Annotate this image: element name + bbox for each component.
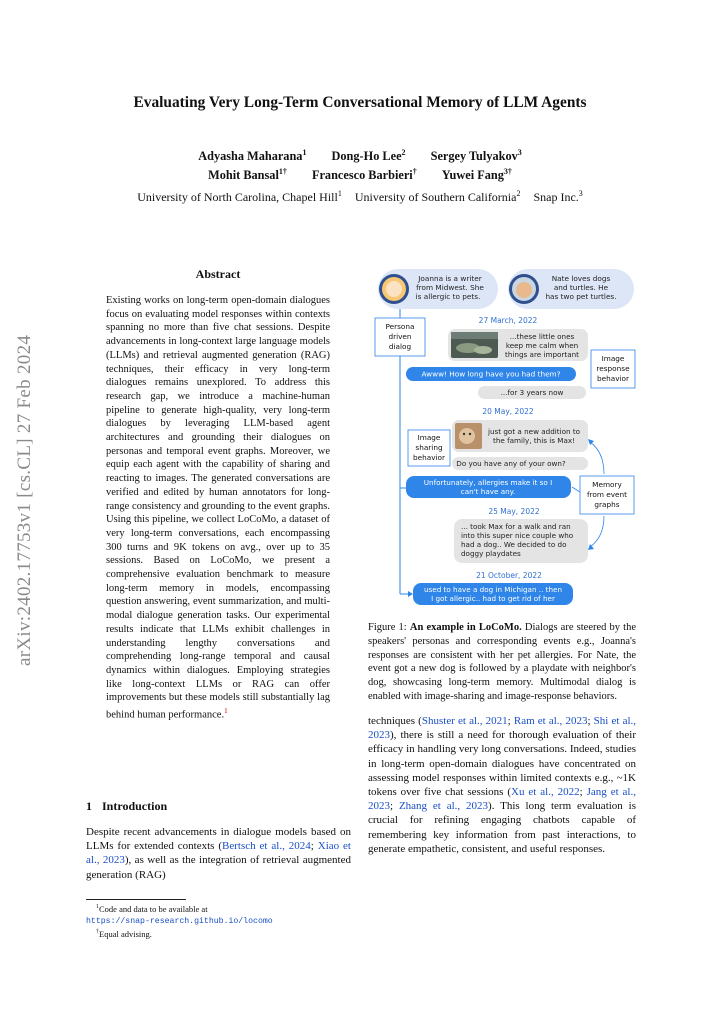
svg-text:just got a new addition to: just got a new addition to [487,427,581,436]
citation-link[interactable]: Zhang et al., 2023 [398,800,489,813]
author: Adyasha Maharana$^1$ [198,148,307,164]
persona-joanna-text-1: Joanna is a writer [418,274,482,283]
svg-text:driven: driven [388,332,412,341]
persona-joanna-text-2: from Midwest. She [416,283,484,292]
author-row-1 [60,145,660,164]
intro-paragraph: Despite recent advancements in dialogue models based on LLMs for extended contexts (Bertsch et al., 2024; Xiao et al., 2023), as well as the integration of retrieval augmented generation (RAG) [86,826,351,881]
svg-text:from event: from event [586,490,628,499]
persona-nate-text-1: Nate loves dogs [551,274,611,283]
author: Mohit Bansal$^{1\dagger}$ [208,167,287,183]
arxiv-identifier: arXiv:2402.17753v1 [cs.CL] 27 Feb 2024 [14,334,35,666]
affiliations [60,189,660,205]
abstract-body: Existing works on long-term open-domain dialogues focus on evaluating model responses within contexts spanning no more than five chat sessions. Despite advancements in long-context large language models (LLMs) and retrieval augmented generation (RAG) techniques, their efficacy in very long-term dialogues remains unexplored. To address this research gap, we introduce a machine-human pipeline to generate high-quality, very long-term dialogues by leveraging LLM-based agent architectures and grounding their dialogues on personas and temporal event graphs. Moreover, we equip each agent with the capability of sharing and reacting to images. The generated conversations are verified and edited by human annotators for long-range consistency and grounding to the event graphs. Using this pipeline, we collect LoCoMo, a dataset of very long-term conversations, each encompassing 300 turns and 9K tokens on avg., over up to 35 sessions. Based on LoCoMo, we present a comprehensive evaluation benchmark to measure long-term memory in models, encompassing question answering, event summarization, and multi-modal dialogue generation tasks. Our experimental results indicate that LLMs exhibit challenges in understanding lengthy conversations and comprehending long-range temporal and causal dynamics within dialogues. Employing strategies like long-context LLMs or RAG can offer improvements but these models still substantially lag behind human performance.$^1$ [106,295,330,721]
svg-text:Awww! How long have you had th: Awww! How long have you had them? [421,369,561,379]
svg-text:Image: Image [417,433,441,442]
svg-text:can't have any.: can't have any. [460,487,516,496]
author: Sergey Tulyakov$^3$ [430,148,522,164]
footnote-mark[interactable]: 1 [224,707,228,716]
affiliation: Snap Inc.$^3$ [533,189,583,204]
author-row-2 [60,164,660,183]
footnote: †Equal advising. [96,929,152,940]
svg-text:Memory: Memory [592,480,622,489]
svg-text:graphs: graphs [594,500,620,509]
affiliation: University of North Carolina, Chapel Hill$^1$ [137,189,342,204]
session-date: 21 October, 2022 [476,571,542,580]
svg-text:Do you have any of your own?: Do you have any of your own? [456,459,566,468]
citation-link[interactable]: Shi et al., 2023 [368,715,637,742]
svg-text:I got allergic.. had to get ri: I got allergic.. had to get rid of her [431,594,555,603]
author: Francesco Barbieri† [311,167,417,183]
svg-text:things are important: things are important [505,350,579,359]
footnote-url[interactable]: https://snap-research.github.io/locomo [86,917,273,927]
session-date: 27 March, 2022 [478,316,538,325]
citation-link[interactable]: Bertsch et al., 2024 [222,840,311,853]
svg-text:... took Max for a walk and ra: ... took Max for a walk and ran [461,522,571,531]
footnote: $^1$Code and data to be available at [96,903,208,914]
svg-text:into this super nice couple wh: into this super nice couple who [461,531,574,540]
svg-text:sharing: sharing [415,443,443,452]
session-date: 20 May, 2022 [482,407,534,416]
svg-text:Unfortunately, allergies make: Unfortunately, allergies make it so I [423,478,553,487]
svg-text:behavior: behavior [412,453,446,462]
persona-nate-text-2: and turtles. He [553,283,609,292]
svg-text:Persona: Persona [385,322,415,331]
footnote-divider [86,899,186,900]
svg-text:behavior: behavior [596,374,630,383]
svg-text:dialog: dialog [388,342,412,351]
svg-text:...for 3 years now: ...for 3 years now [500,388,564,397]
figure-caption: Figure 1: An example in LoCoMo. Dialogs are steered by the speakers' personas and corresponding events e.g., Joanna's responses are consistent with her pet allergies. For Nate, the event got a new dog is followed by a playdate with neighbor's dog, showcasing long-term memory. Multimodal dialog is enabled with image-sharing and image-response behaviors. [368,622,637,702]
svg-text:keep me calm when: keep me calm when [505,341,579,350]
paper-title: Evaluating Very Long-Term Conversational Memory of LLM Agents [133,94,587,111]
intro-paragraph-continued: techniques (Shuster et al., 2021; Ram et al., 2023; Shi et al., 2023), there is still a need for thorough evaluation of their efficacy in handling very long conversations. Indeed, studies in long-term open-domain dialogues have concentrated on assessing model responses within limited contexts e.g., ~1K tokens over five chat sessions (Xu et al., 2022; Jang et al., 2023; Zhang et al., 2023). This long term evaluation is crucial for refining engaging chatbots capable of remembering key information from past interactions, to generate empathetic, consistent, and useful responses. [368,715,637,855]
footnotes [86,902,356,940]
figure-locomo-example [368,262,638,612]
svg-text:...these little ones: ...these little ones [509,332,575,341]
svg-text:response: response [596,364,630,373]
citation-link[interactable]: Xiao et al., 2023 [86,840,351,867]
svg-text:Image: Image [601,354,625,363]
citation-link[interactable]: Shuster et al., 2021 [421,715,508,727]
author-list [60,145,660,183]
section-heading: 1 Introduction [86,799,168,813]
abstract-heading: Abstract [195,267,241,281]
svg-text:the family, this is Max!: the family, this is Max! [493,436,575,445]
affiliation: University of Southern California$^2$ [354,189,521,204]
author: Dong-Ho Lee$^2$ [331,148,406,164]
svg-text:had a dog.. We decided to do: had a dog.. We decided to do [461,540,567,549]
svg-text:used to have a dog in Michigan: used to have a dog in Michigan .. then [423,585,563,594]
author: Yuwei Fang$^{3\dagger}$ [441,167,512,183]
session-date: 25 May, 2022 [488,507,540,516]
citation-link[interactable]: Jang et al., 2023 [368,786,636,813]
persona-nate-text-3: has two pet turtles. [545,292,617,301]
svg-text:doggy playdates: doggy playdates [461,549,521,558]
citation-link[interactable]: Xu et al., 2022 [511,786,580,799]
citation-link[interactable]: Ram et al., 2023 [513,715,588,727]
persona-joanna-text-3: is allergic to pets. [415,292,481,301]
